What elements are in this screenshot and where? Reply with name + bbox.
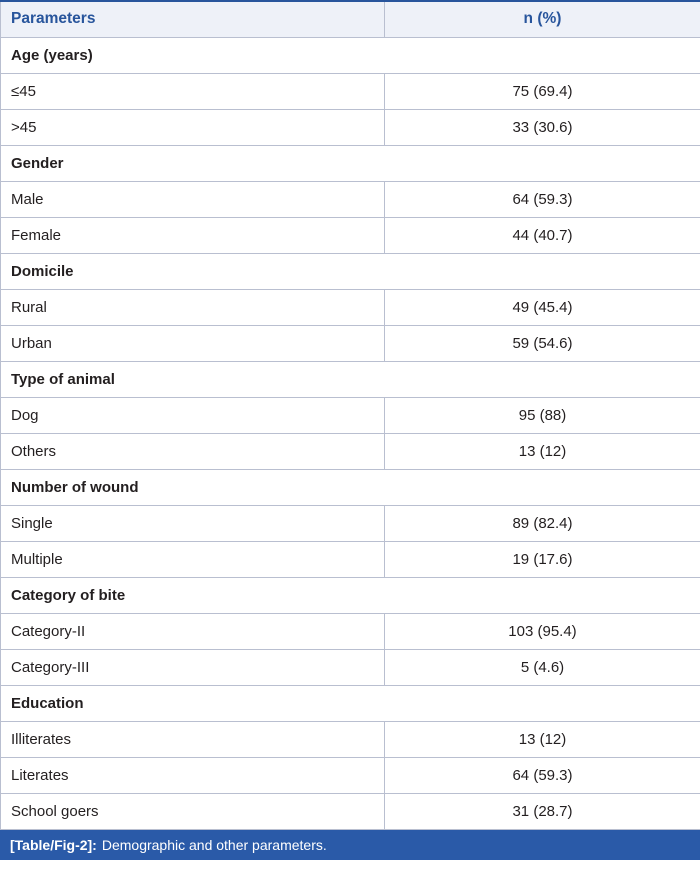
cell-value: 75 (69.4) (385, 73, 700, 109)
table-row (1, 793, 700, 829)
table-row (1, 613, 700, 649)
table-group-row (1, 253, 700, 289)
column-header-parameters: Parameters (1, 1, 385, 37)
table-header-row (1, 1, 700, 37)
cell-value: 95 (88) (385, 397, 700, 433)
group-label: Category of bite (1, 577, 700, 613)
table-row (1, 109, 700, 145)
cell-value: 31 (28.7) (385, 793, 700, 829)
cell-value: 13 (12) (385, 433, 700, 469)
table-row (1, 541, 700, 577)
table-row (1, 217, 700, 253)
cell-parameter: Single (1, 505, 385, 541)
cell-parameter: Others (1, 433, 385, 469)
cell-parameter: Illiterates (1, 721, 385, 757)
cell-parameter: Rural (1, 289, 385, 325)
cell-parameter: Multiple (1, 541, 385, 577)
table-row (1, 721, 700, 757)
cell-value: 59 (54.6) (385, 325, 700, 361)
cell-parameter: >45 (1, 109, 385, 145)
table-header (1, 1, 700, 37)
cell-parameter: Male (1, 181, 385, 217)
table-row (1, 397, 700, 433)
group-label: Domicile (1, 253, 700, 289)
cell-value: 19 (17.6) (385, 541, 700, 577)
table-row (1, 73, 700, 109)
cell-value: 44 (40.7) (385, 217, 700, 253)
cell-value: 13 (12) (385, 721, 700, 757)
table-row (1, 505, 700, 541)
table-row (1, 649, 700, 685)
column-header-n-percent: n (%) (385, 1, 700, 37)
table-row (1, 433, 700, 469)
caption-label: [Table/Fig-2]: (10, 836, 97, 853)
table-row (1, 325, 700, 361)
cell-value: 5 (4.6) (385, 649, 700, 685)
table-group-row (1, 577, 700, 613)
caption-text: Demographic and other parameters. (101, 836, 327, 853)
cell-value: 49 (45.4) (385, 289, 700, 325)
cell-value: 64 (59.3) (385, 757, 700, 793)
cell-parameter: Female (1, 217, 385, 253)
group-label: Type of animal (1, 361, 700, 397)
figure-caption (0, 830, 700, 860)
table-group-row (1, 37, 700, 73)
table-group-row (1, 361, 700, 397)
group-label: Number of wound (1, 469, 700, 505)
cell-parameter: Urban (1, 325, 385, 361)
cell-parameter: School goers (1, 793, 385, 829)
table-row (1, 289, 700, 325)
cell-parameter: Literates (1, 757, 385, 793)
group-label: Age (years) (1, 37, 700, 73)
group-label: Gender (1, 145, 700, 181)
cell-parameter: Category-II (1, 613, 385, 649)
cell-value: 33 (30.6) (385, 109, 700, 145)
cell-parameter: Category-III (1, 649, 385, 685)
group-label: Education (1, 685, 700, 721)
table-body (1, 37, 700, 829)
cell-value: 103 (95.4) (385, 613, 700, 649)
table-group-row (1, 145, 700, 181)
cell-parameter: ≤45 (1, 73, 385, 109)
table-group-row (1, 685, 700, 721)
table-row (1, 757, 700, 793)
cell-value: 89 (82.4) (385, 505, 700, 541)
cell-parameter: Dog (1, 397, 385, 433)
table-group-row (1, 469, 700, 505)
table-row (1, 181, 700, 217)
cell-value: 64 (59.3) (385, 181, 700, 217)
